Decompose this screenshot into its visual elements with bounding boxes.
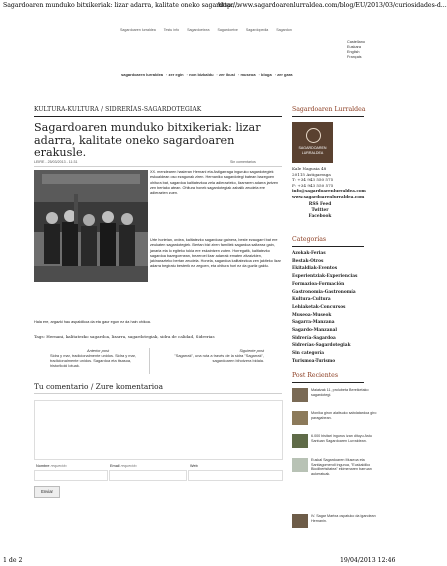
main-nav-item[interactable]: zer ikusi — [218, 72, 235, 77]
article-tags[interactable]: Tags: Hernani, kalitatezko sagardoa, lizarra, sagardotegiak, sidra de calidad, Sidrerias — [34, 334, 215, 339]
category-item[interactable]: Formazioa-Formación — [292, 281, 345, 287]
email-input[interactable] — [109, 470, 187, 481]
recent-post-thumbnail — [292, 388, 308, 402]
main-nav-item[interactable]: zer gara — [277, 72, 293, 77]
email-label: Email requerido — [110, 464, 137, 468]
article-category[interactable]: KULTURA-KULTURA / SIDRERÍAS-SAGARDOTEGIAK — [34, 106, 202, 113]
historic-photo — [34, 170, 148, 282]
top-nav-item[interactable]: Sagardopedia — [245, 28, 269, 32]
prev-post-text[interactable]: Sidra y mar, tradicionalmente unidos. Sidra y mar, tradicionalmente unidos. Sagardoa eta itsasoa, historikoki lotuak. — [50, 353, 136, 368]
language-francais[interactable]: Français — [347, 55, 362, 59]
category-item[interactable]: Kultura-Cultura — [292, 297, 331, 303]
sidebar-heading-recent: Post Recientes — [292, 372, 339, 379]
comments-heading: Tu comentario / Zure komentarioa — [34, 382, 164, 391]
email-link[interactable]: info@sagardoarenlurraldea.com — [292, 188, 366, 193]
language-castellano[interactable]: Castellano — [347, 40, 365, 44]
main-nav-item[interactable]: non bizkaldu — [189, 72, 214, 77]
top-nav — [120, 28, 299, 32]
sidebar-heading-categories: Categorías — [292, 236, 327, 243]
category-item[interactable]: Ekitaldiak-Eventos — [292, 266, 338, 272]
print-header-title: Sagardoaren munduko bitxikeriak: lizar adarra, kalitate oneko sagardoar... — [3, 2, 239, 9]
rss-link[interactable]: RSS Feed — [308, 202, 332, 207]
recent-post-thumbnail — [292, 434, 308, 448]
print-footer-datetime: 19/04/2013 12:46 — [340, 557, 396, 564]
comments-count-link[interactable]: Sin comentarios — [230, 160, 256, 164]
top-nav-item[interactable]: Sagardoaren lurraldea — [120, 28, 156, 32]
recent-post-thumbnail — [292, 411, 308, 425]
divider — [149, 348, 150, 374]
article-body-full — [34, 320, 282, 329]
divider — [34, 116, 282, 117]
category-item[interactable]: Lehiaketak-Concursos — [292, 304, 346, 310]
historic-photo-svg — [34, 170, 148, 282]
main-nav-item[interactable]: sagardoaren lurraldea — [121, 72, 164, 77]
recent-post-title[interactable]: 6.000 bisitari ingurus izan dituyu Astu Santuan Sagardoaren Lurraldean. — [311, 434, 372, 443]
top-nav-item[interactable]: Sagardoetxe — [217, 28, 238, 32]
language-english[interactable]: English — [347, 50, 360, 54]
category-item[interactable]: Esperientziak-Experiencias — [292, 274, 358, 280]
category-item[interactable]: Azokak-Ferias — [292, 251, 326, 256]
category-item[interactable]: Sin categoría — [292, 351, 325, 357]
category-item[interactable]: Sagardo-Manzanal — [292, 328, 338, 334]
comment-textarea[interactable] — [34, 400, 283, 460]
category-item[interactable]: Sidrerías-Sagardotegiak — [292, 343, 351, 349]
submit-button[interactable]: Enviar — [34, 486, 60, 498]
recent-post-title[interactable]: Euskal Sagardoaren Museoa eta Santiagomendi ingurua, "Euskaldiko Biodibertsitatea" ekimenaren barruan aukeratuak. — [311, 458, 372, 476]
article-paragraph: XX. mendearen hasieran Hernani eta Astigarraga inguruko sagardotegiek eskualdean oso ezagunak ziren. Hernaniko sagardotegi batean bazegoen ohitura bat, sagardoa kalitatezkoa zela adierazteko, lizarraren adarra jartzen zen bertako atean. Ohitura honek sagardotegiak zabalik zeudela ere adierazten zuen. — [150, 170, 279, 196]
website-link[interactable]: www.sagardoarenlurraldea.com — [292, 193, 365, 199]
category-item[interactable]: Gastronomia-Gastronomía — [292, 289, 356, 295]
facebook-link[interactable]: Facebook — [308, 214, 332, 219]
prev-post-label: Anterior post — [86, 348, 110, 353]
divider — [34, 166, 282, 167]
web-input[interactable] — [188, 470, 283, 481]
sidebar-heading-sagardoaren: Sagardoaren Lurraldea — [292, 106, 366, 113]
recent-post-thumbnail — [292, 458, 308, 472]
article-paragraph: Hala ere, argazki hau aspaldikoa da eta gaur egun ez da hain ohikoa. — [34, 320, 151, 324]
top-nav-item[interactable]: Testu info — [163, 28, 180, 32]
next-post[interactable] — [160, 348, 264, 363]
print-header-url: http://www.sagardoarenlurraldea.com/blog/EU/2013/03/curiosidades-d... — [218, 2, 447, 9]
recent-post-title[interactable]: Maiatzak 11, prolubeta Bereiketako sagardotegi. — [311, 388, 369, 397]
recent-posts — [292, 0, 392, 566]
article-paragraph: Urte horietan, ordea, kalitatezko sagardoaz gainera, beste ezaugarri bat ere zeukaten sagardotegiek. Bertan bizi ziren familiek sagardoa saltzeaz gain, janaria eta lo egiteko tokia ere eskaintzen zuten. Horregatik, kalitatezko sagardoa bazegoenean, bezeroei lizar adarrak ematen zitzaizkien, jakinarazteko bertan zeudela. Honela, sagardoa kalitatezkoa zen jakiteko lizar adarra begiratu besterik ez zegoen, eta ohitura hori ez da guztiz galdu. — [150, 238, 281, 269]
divider — [34, 393, 282, 394]
language-euskara[interactable]: Euskara — [347, 45, 361, 49]
article-body-col2 — [150, 238, 282, 274]
category-item[interactable]: Sidrería-Sagardoa — [292, 335, 336, 341]
article-body-col — [150, 170, 282, 200]
sidebar-address: Kale Nagusia 48 20115 Astigarraga T: +34 943 550 575 F: +34 943 550 575 info@sagardoarenlurraldea.com www.sagardoarenlurraldea.com — [292, 166, 372, 199]
main-nav-item[interactable]: museoa — [240, 72, 256, 77]
next-post-text[interactable]: "Sagarrak", una ruta a través de la sidra "Sagarrak", sagardoaren bihotzera bidaia. — [174, 353, 264, 363]
category-item[interactable]: Sagarra-Manzana — [292, 320, 335, 326]
article-meta: LEIRE - 25/03/2013 - 11:31 — [34, 160, 78, 164]
category-item[interactable]: Museoa-Museok — [292, 312, 332, 318]
article-title: Sagardoaren munduko bitxikeriak: lizar adarra, kalitate oneko sagardoaren erakusle. — [34, 121, 261, 159]
category-item[interactable]: Bestak-Otros — [292, 258, 324, 264]
print-footer-page: 1 de 2 — [3, 557, 23, 564]
name-input[interactable] — [34, 470, 108, 481]
recent-post-title[interactable]: Monika giron alaitsuko sabdatardoa giro paragabean. — [311, 411, 377, 420]
main-nav-item[interactable]: bloga — [261, 72, 272, 77]
main-nav: sagardoaren lurraldea · zer egin · non bizkaldu · zer ikusi · museoa · bloga · zer gara — [121, 72, 293, 77]
logo-text: SAGARDOAREN LURRALDEA — [298, 146, 327, 155]
main-nav-item[interactable]: zer egin — [168, 72, 184, 77]
name-label: Nombre requerido — [36, 464, 67, 468]
category-item[interactable]: Turismoa-Turismo — [292, 358, 336, 364]
recent-post-title[interactable]: IV. Sagar Martxa ospatuko da igandean Hernanin. — [311, 514, 376, 523]
top-nav-item[interactable]: Sagardon — [276, 28, 292, 32]
recent-post-thumbnail — [292, 514, 308, 528]
next-post-label: Siguiente post — [239, 348, 264, 353]
twitter-link[interactable]: Twitter — [311, 208, 329, 213]
prev-post[interactable] — [50, 348, 146, 368]
web-label: Web — [190, 464, 198, 468]
top-nav-item[interactable]: Sagardoetxea — [187, 28, 210, 32]
